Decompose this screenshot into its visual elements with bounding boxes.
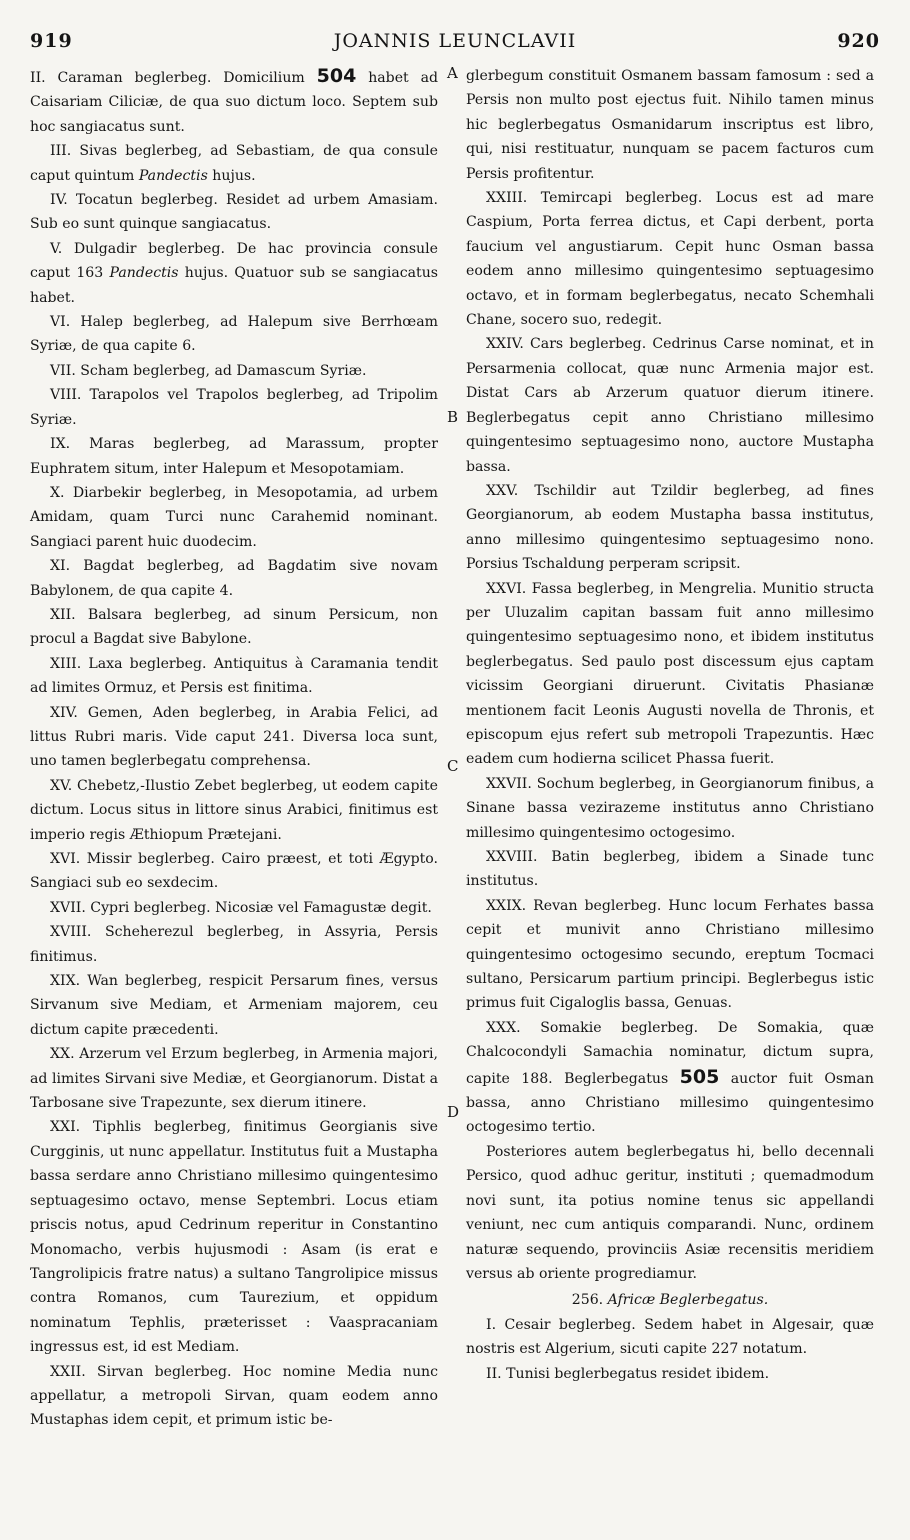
right-column bbox=[466, 64, 874, 1386]
paragraph: IV. Tocatun beglerbeg. Residet ad urbem Amasiam. Sub eo sunt quinque sangiacatus. bbox=[30, 192, 438, 233]
marginal-page-number: 505 bbox=[679, 1065, 720, 1088]
paragraph: II. Caraman beglerbeg. Domicilium 504 habet ad Caisariam Ciliciæ, de qua suo dictum loco. Septem sub hoc sangiacatus sunt. bbox=[30, 65, 438, 135]
paragraph: XV. Chebetz,-Ilustio Zebet beglerbeg, ut eodem capite dictum. Locus situs in littore sinus Arabici, finitimus est imperio regis Æthiopum Prætejani. bbox=[30, 777, 438, 843]
paragraph: III. Sivas beglerbeg, ad Sebastiam, de qua consule caput quintum Pandectis hujus. bbox=[30, 143, 438, 184]
paragraph: XIV. Gemen, Aden beglerbeg, in Arabia Felici, ad littus Rubri maris. Vide caput 241. Diversa loca sunt, uno tamen beglerbegatu comprehensa. bbox=[30, 704, 438, 770]
paragraph: XXIV. Cars beglerbeg. Cedrinus Carse nominat, et in Persarmenia collocat, quæ nunc Armenia major est. Distat Cars ab Arzerum quatuor dierum itinere. Beglerbegatus cepit anno Christiano millesimo quingentesimo septuagesimo nono, auctore Mustapha bassa. bbox=[466, 336, 874, 475]
paragraph: IX. Maras beglerbeg, ad Marassum, propter Euphratem situm, inter Halepum et Mesopotamiam. bbox=[30, 436, 438, 477]
margin-letter-c: C bbox=[447, 757, 459, 775]
paragraph: XXI. Tiphlis beglerbeg, finitimus Georgianis sive Curgginis, ut nunc appellatur. Institutus fuit a Mustapha bassa serdare anno Christiano millesimo quingentesimo septuagesimo octavo, mense Septembri. Locus etiam priscis notus, apud Cedrinum reperitur in Constantino Monomacho, verbis hujusmodi : Asam (is erat e Tangrolipicis fratre natus) a sultano Tangrolipice missus contra Romanos, cum Taurezium, et oppidum nominatum Tephlis, præterisset : Vaaspracaniam ingressus est, id est Mediam. bbox=[30, 1119, 438, 1356]
paragraph: XXII. Sirvan beglerbeg. Hoc nomine Media nunc appellatur, a metropoli Sirvan, quam eodem anno Mustaphas idem cepit, et primum istic be- bbox=[30, 1363, 438, 1429]
paragraph: glerbegum constituit Osmanem bassam famosum : sed a Persis non multo post ejectus fuit. Nihilo tamen minus hic beglerbegatus Osmanidarum inscriptus est libro, qui, nisi restituatur, nunquam se pacem facturos cum Persis profitentur. bbox=[466, 68, 874, 182]
paragraph: XIII. Laxa beglerbeg. Antiquitus à Caramania tendit ad limites Ormuz, et Persis est finitima. bbox=[30, 655, 438, 697]
margin-letter-d: D bbox=[447, 1103, 460, 1121]
paragraph: XVI. Missir beglerbeg. Cairo præest, et toti Ægypto. Sangiaci sub eo sexdecim. bbox=[30, 851, 438, 892]
paragraph: XII. Balsara beglerbeg, ad sinum Persicum, non procul a Bagdat sive Babylone. bbox=[30, 606, 438, 648]
paragraph: XXVIII. Batin beglerbeg, ibidem a Sinade tunc institutus. bbox=[466, 849, 874, 890]
paragraph: X. Diarbekir beglerbeg, in Mesopotamia, ad urbem Amidam, quam Turci nunc Carahemid nominant. Sangiaci parent huic duodecim. bbox=[30, 484, 438, 550]
paragraph: XXIII. Temircapi beglerbeg. Locus est ad mare Caspium, Porta ferrea dictus, et Capi derbent, porta faucium vel angustiarum. Cepit hunc Osman bassa eodem anno millesimo quingentesimo septuagesimo octavo, et in formam beglerbegatus, necato Schemhali Chane, socero suo, redegit. bbox=[466, 190, 874, 329]
paragraph: XXIX. Revan beglerbeg. Hunc locum Ferhates bassa cepit et munivit anno Christiano millesimo quingentesimo octogesimo secundo, ereptum Tocmaci sultano, Persicarum partium principi. Beglerbegus istic primus fuit Cigaloglis bassa, Genuas. bbox=[466, 897, 874, 1012]
marginal-page-number: 504 bbox=[316, 65, 357, 87]
paragraph: II. Tunisi beglerbegatus residet ibidem. bbox=[486, 1365, 770, 1382]
paragraph: XX. Arzerum vel Erzum beglerbeg, in Armenia majori, ad limites Sirvani sive Mediæ, et Georgianorum. Distat a Tarbosane sive Trapezunte, sex dierum itinere. bbox=[30, 1046, 438, 1112]
paragraph: XI. Bagdat beglerbeg, ad Bagdatim sive novam Babylonem, de qua capite 4. bbox=[30, 558, 438, 599]
paragraph: V. Dulgadir beglerbeg. De hac provincia consule caput 163 Pandectis hujus. Quatuor sub se sangiacatus habet. bbox=[30, 240, 439, 306]
margin-letter-b: B bbox=[447, 408, 459, 426]
paragraph: XVII. Cypri beglerbeg. Nicosiæ vel Famagustæ degit. bbox=[50, 899, 432, 916]
paragraph: XXV. Tschildir aut Tzildir beglerbeg, ad fines Georgianorum, ab eodem Mustapha bassa institutus, anno millesimo quingentesimo septuagesimo nono. Porsius Tschaldung perperam scripsit. bbox=[466, 482, 874, 573]
paragraph: XXVI. Fassa beglerbeg, in Mengrelia. Munitio structa per Uluzalim capitan bassam fuit anno millesimo quingentesimo septuagesimo nono, et ibidem institutus beglerbegatus. Sed paulo post discessum ejus captam vicissim Georgiani diruerunt. Civitatis Phasianæ mentionem facit Leonis Augusti novella de Thronis, et episcopum ejus refert sub metropoli Trapezuntis. Hæc eadem cum hodierna scilicet Phassa fuerit. bbox=[466, 580, 874, 768]
margin-letter-a: A bbox=[447, 64, 458, 82]
paragraph: I. Cesair beglerbeg. Sedem habet in Algesair, quæ nostris est Algerium, sicuti capite 227 notatum. bbox=[466, 1316, 874, 1358]
paragraph: VI. Halep beglerbeg, ad Halepum sive Berrhœam Syriæ, de qua capite 6. bbox=[30, 314, 438, 355]
page-number-left: 919 bbox=[30, 30, 73, 52]
running-title: JOANNIS LEUNCLAVII bbox=[333, 30, 577, 52]
page-number-right: 920 bbox=[837, 30, 880, 52]
paragraph: XXVII. Sochum beglerbeg, in Georgianorum finibus, a Sinane bassa vezirazeme institutus anno Christiano millesimo quingentesimo octogesimo. bbox=[466, 775, 874, 841]
paragraph: XXX. Somakie beglerbeg. De Somakia, quæ Chalcocondyli Samachia nominatur, dictum supra, capite 188. Beglerbegatus 505 auctor fuit Osman bassa, anno Christiano millesimo quingentesimo octogesimo tertio. bbox=[466, 1019, 874, 1136]
paragraph: XIX. Wan beglerbeg, respicit Persarum fines, versus Sirvanum sive Mediam, et Armeniam majorem, ceu dictum capite præcedenti. bbox=[30, 973, 438, 1038]
paragraph: Posteriores autem beglerbegatus hi, bello decennali Persico, quod adhuc geritur, instituti ; quemadmodum novi sunt, ita potius nomine tenus sic appellandi veniunt, nec cum antiquis comparandi. Nunc, ordinem naturæ sequendo, provinciis Asiæ recensitis meridiem versus ab oriente progrediamur. bbox=[466, 1143, 874, 1282]
paragraph: XVIII. Scheherezul beglerbeg, in Assyria, Persis finitimus. bbox=[30, 924, 438, 965]
paragraph: VII. Scham beglerbeg, ad Damascum Syriæ. bbox=[50, 362, 367, 379]
paragraph: VIII. Tarapolos vel Trapolos beglerbeg, ad Tripolim Syriæ. bbox=[30, 387, 438, 428]
section-heading: 256. Africæ Beglerbegatus. bbox=[571, 1292, 769, 1309]
left-column bbox=[30, 64, 438, 1433]
running-header bbox=[30, 30, 880, 64]
